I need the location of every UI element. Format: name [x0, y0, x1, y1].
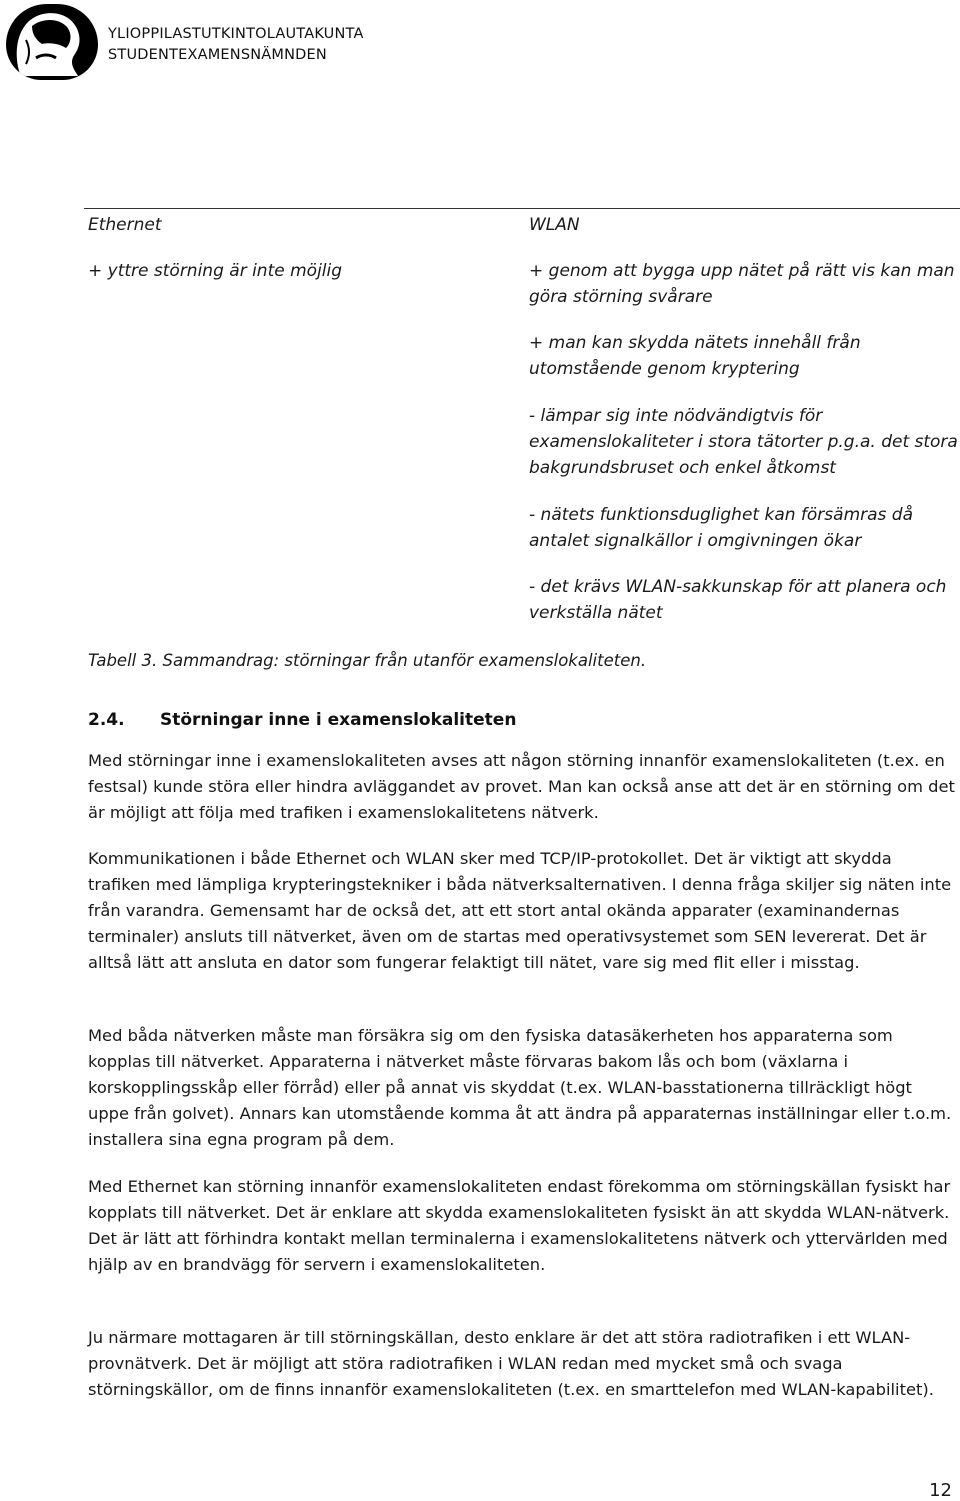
body-paragraph: Med båda nätverken måste man försäkra sig om den fysiska datasäkerheten hos apparaterna som kopplas till nätverket. Apparaterna i nätverket måste förvaras bakom lås och bom (växlarna i korskopplingsskåp eller förråd) eller på annat vis skyddat (t.ex. WLAN-basstationerna tillräckligt högt uppe från golvet). Annars kan utomstående komma åt att ändra på apparaternas inställningar eller t.o.m. installera sina egna program på dem.	[88, 1026, 952, 1149]
organization-name-sv: STUDENTEXAMENSNÄMNDEN	[108, 47, 327, 63]
organization-name-fi: YLIOPPILASTUTKINTOLAUTAKUNTA	[108, 26, 364, 42]
wlan-item: - nätets funktionsduglighet kan försämras då antalet signalkällor i omgivningen ökar	[529, 505, 914, 551]
wlan-item: + man kan skydda nätets innehåll från utomstående genom kryptering	[529, 333, 861, 379]
table-top-rule	[84, 208, 960, 209]
ethernet-item: + yttre störning är inte möjlig	[88, 261, 343, 281]
table-header-ethernet: Ethernet	[88, 215, 162, 235]
section-heading	[88, 710, 516, 730]
wlan-item: - lämpar sig inte nödvändigtvis för examenslokaliteter i stora tätorter p.g.a. det stora bakgrundsbruset och enkel åtkomst	[529, 406, 958, 478]
profile-emblem-graphic	[6, 4, 98, 80]
table-header-wlan: WLAN	[529, 215, 580, 235]
page-number: 12	[929, 1480, 952, 1501]
wlan-item: + genom att bygga upp nätet på rätt vis kan man göra störning svårare	[529, 261, 955, 307]
section-title: Störningar inne i examenslokaliteten	[160, 710, 517, 730]
section-number: 2.4.	[88, 710, 125, 730]
table-caption: Tabell 3. Sammandrag: störningar från utanför examenslokaliteten.	[88, 651, 647, 670]
body-paragraph: Kommunikationen i både Ethernet och WLAN sker med TCP/IP-protokollet. Det är viktigt att skydda trafiken med lämpliga krypteringstekniker i båda nätverksalternativen. I denna fråga skiljer sig näten inte från varandra. Gemensamt har de också det, att ett stort antal okända apparater (examinandernas terminaler) ansluts till nätverket, även om de startas med operativsystemet som SEN levererat. Det är alltså lätt att ansluta en dator som fungerar felaktigt till nätet, vare sig med flit eller i misstag.	[88, 849, 952, 972]
body-paragraph: Ju närmare mottagaren är till störningskällan, desto enklare är det att störa radiotrafiken i ett WLAN-provnätverk. Det är möjligt att störa radiotrafiken i WLAN redan med mycket små och svaga störningskällor, om de finns innanför examenslokaliteten (t.ex. en smarttelefon med WLAN-kapabilitet).	[88, 1328, 934, 1399]
body-paragraph: Med Ethernet kan störning innanför examenslokaliteten endast förekomma om störningskällan fysiskt har kopplats till nätverket. Det är enklare att skydda examenslokaliteten fysiskt än att skydda WLAN-nätverk. Det är lätt att förhindra kontakt mellan terminalerna i examenslokalitetens nätverk och yttervärlden med hjälp av en brandvägg för servern i examenslokaliteten.	[88, 1177, 951, 1274]
page-header	[0, 0, 400, 80]
profile-emblem-icon	[6, 4, 98, 80]
body-paragraph: Med störningar inne i examenslokaliteten avses att någon störning innanför examenslokaliteten (t.ex. en festsal) kunde störa eller hindra avläggandet av provet. Man kan också anse att det är en störning om det är möjligt att följa med trafiken i examenslokalitetens nätverk.	[88, 751, 955, 822]
wlan-item: - det krävs WLAN-sakkunskap för att planera och verkställa nätet	[529, 577, 947, 623]
